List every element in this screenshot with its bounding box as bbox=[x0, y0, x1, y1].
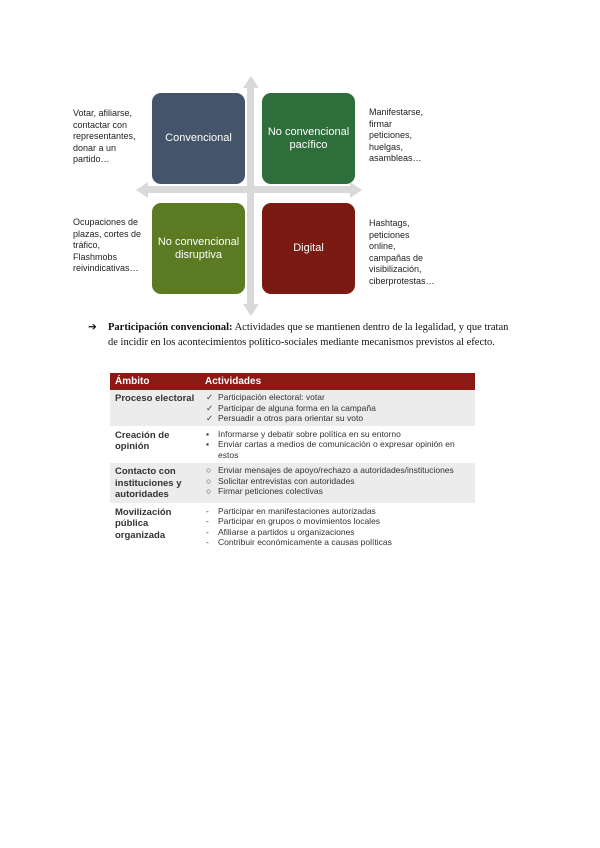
header-ambito: Ámbito bbox=[110, 373, 200, 390]
row-category: Movilización pública organizada bbox=[110, 503, 200, 550]
table-header-row bbox=[110, 373, 475, 390]
activity-marker-icon: ✓ bbox=[206, 413, 214, 423]
activity-text: Participar en manifestaciones autorizadas bbox=[218, 505, 376, 516]
paragraph-title: Participación convencional: bbox=[108, 322, 233, 333]
table-row bbox=[110, 426, 475, 463]
activity-item bbox=[206, 476, 470, 487]
activity-text: Contribuir económicamente a causas políticas bbox=[218, 537, 392, 547]
vertical-axis bbox=[247, 86, 254, 308]
row-activities bbox=[200, 503, 475, 550]
arrow-up-icon bbox=[243, 76, 259, 88]
activity-item bbox=[206, 506, 470, 517]
quadrant-digital: Digital bbox=[262, 203, 355, 294]
activity-text: Participación electoral: votar bbox=[218, 392, 325, 402]
activity-item bbox=[206, 486, 470, 497]
row-activities bbox=[200, 390, 475, 426]
activity-item bbox=[206, 439, 470, 460]
arrow-left-icon bbox=[136, 182, 148, 198]
paragraph-participacion-convencional bbox=[88, 320, 520, 350]
quadrant-no-convencional-pacifico: No convencional pacífico bbox=[262, 93, 355, 184]
quadrant-convencional: Convencional bbox=[152, 93, 245, 184]
activity-item bbox=[206, 527, 470, 538]
activity-marker-icon: ✓ bbox=[206, 392, 214, 402]
examples-convencional: Votar, afiliarse, contactar con representantes, donar a un partido… bbox=[73, 108, 136, 164]
examples-pacifico: Manifestarse, firmar peticiones, huelgas, asambleas… bbox=[369, 107, 424, 163]
row-activities bbox=[200, 463, 475, 504]
activity-marker-icon: - bbox=[206, 537, 209, 547]
activity-item bbox=[206, 413, 470, 424]
activity-marker-icon: - bbox=[206, 516, 209, 526]
activity-marker-icon: ✓ bbox=[206, 402, 214, 413]
activity-text: Afiliarse a partidos u organizaciones bbox=[218, 526, 355, 537]
paragraph-body bbox=[108, 320, 520, 350]
table-row bbox=[110, 463, 475, 504]
table-row bbox=[110, 503, 475, 550]
activity-item bbox=[206, 392, 470, 403]
activity-item bbox=[206, 516, 470, 527]
row-category: Proceso electoral bbox=[110, 390, 200, 426]
table-row bbox=[110, 390, 475, 426]
row-activities bbox=[200, 426, 475, 463]
arrow-down-icon bbox=[243, 304, 259, 316]
activity-item bbox=[206, 429, 470, 440]
activity-marker-icon: ○ bbox=[206, 465, 212, 475]
activity-text: Solicitar entrevistas con autoridades bbox=[218, 475, 355, 486]
participation-diagram bbox=[0, 0, 600, 320]
examples-disruptiva: Ocupaciones de plazas, cortes de tráfico, Flashmobs reivindicativas… bbox=[73, 217, 142, 273]
activity-item bbox=[206, 537, 470, 548]
activity-marker-icon: - bbox=[206, 505, 209, 516]
activity-marker-icon: ○ bbox=[206, 486, 212, 496]
activity-item bbox=[206, 465, 470, 476]
activity-marker-icon: - bbox=[206, 526, 209, 537]
table-body bbox=[110, 390, 475, 550]
quadrant-no-convencional-disruptiva: No convencional disruptiva bbox=[152, 203, 245, 294]
row-category: Contacto con instituciones y autoridades bbox=[110, 463, 200, 504]
activity-text: Enviar mensajes de apoyo/rechazo a autoridades/instituciones bbox=[218, 465, 454, 475]
row-category: Creación de opinión bbox=[110, 426, 200, 463]
activity-item bbox=[206, 403, 470, 414]
header-actividades: Actividades bbox=[200, 373, 475, 390]
horizontal-axis bbox=[147, 186, 351, 193]
arrow-right-icon bbox=[350, 182, 362, 198]
paragraph-text: Actividades que se mantienen dentro de la legalidad, y que tratan de incidir en los acontecimientos político-sociales mediante mecanismos previstos al efecto. bbox=[108, 322, 509, 348]
activity-text: Firmar peticiones colectivas bbox=[218, 486, 323, 496]
bullet-arrow-icon: ➔ bbox=[88, 322, 97, 333]
activity-text: Informarse y debatir sobre política en su entorno bbox=[218, 428, 401, 439]
activity-text: Enviar cartas a medios de comunicación o expresar opinión en estos bbox=[218, 439, 455, 460]
activities-table bbox=[110, 373, 475, 551]
activity-marker-icon: ○ bbox=[206, 475, 212, 486]
activity-marker-icon: ▪ bbox=[206, 428, 210, 439]
activity-text: Participar en grupos o movimientos locales bbox=[218, 516, 381, 526]
activity-text: Participar de alguna forma en la campaña bbox=[218, 402, 376, 413]
activity-marker-icon: ▪ bbox=[206, 439, 210, 449]
activity-text: Persuadir a otros para orientar su voto bbox=[218, 413, 364, 423]
examples-digital: Hashtags, peticiones online, campañas de visibilización, ciberprotestas… bbox=[369, 218, 435, 286]
